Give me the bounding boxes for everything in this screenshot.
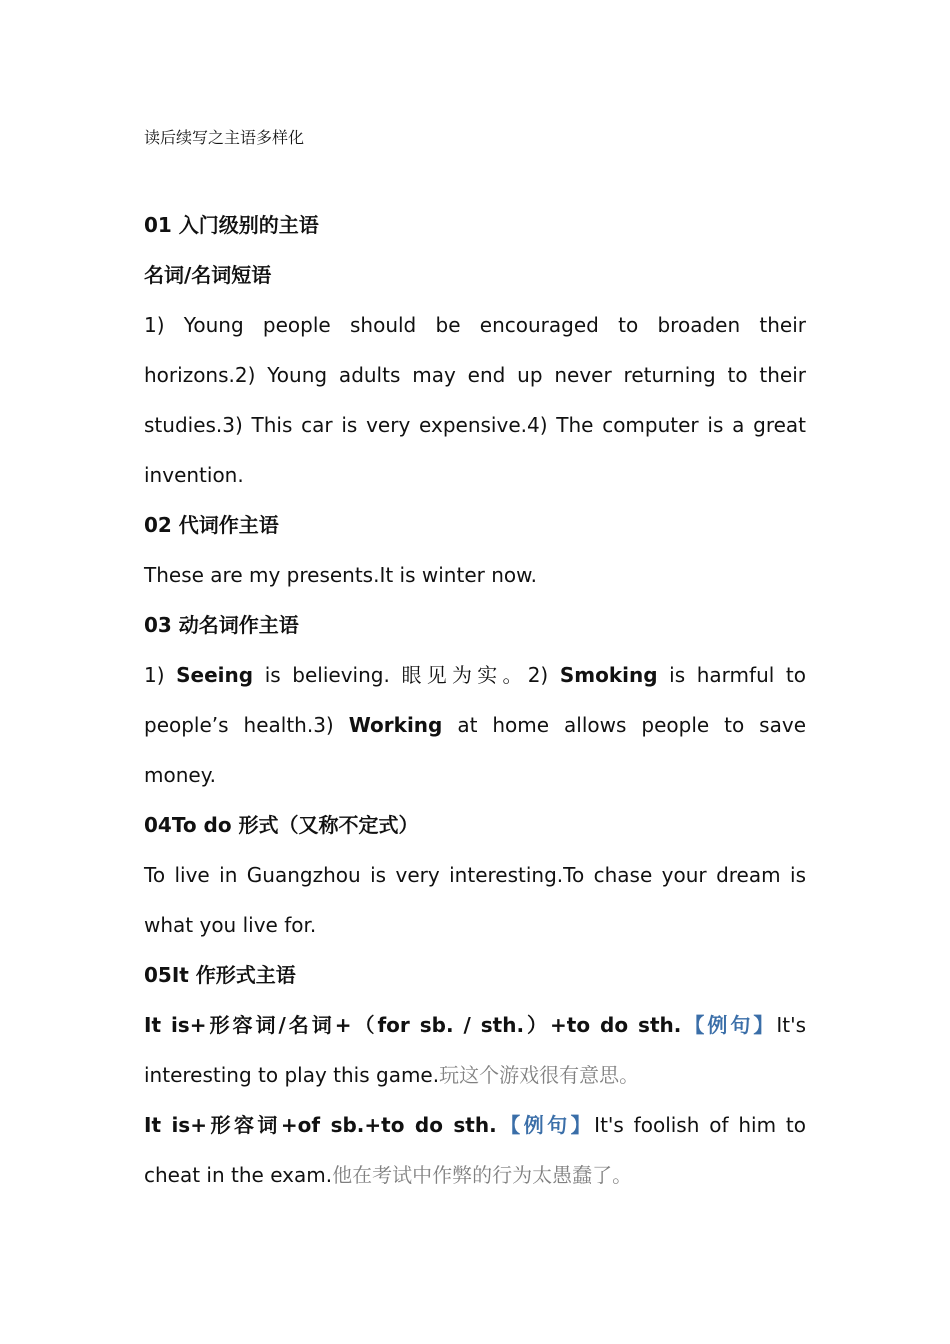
gerund-bold-smoking: Smoking — [559, 663, 658, 687]
pattern-1: It is+形容词/名词+（for sb. / sth.）+to do sth. — [144, 1013, 682, 1037]
translation-2: 他在考试中作弊的行为太愚蠢了。 — [332, 1163, 633, 1187]
pattern-2: It is+形容词+of sb.+to do sth. — [144, 1113, 497, 1137]
example-tag-2: 【例句】 — [496, 1113, 595, 1137]
translation-1: 玩这个游戏很有意思。 — [439, 1063, 640, 1087]
section-heading-01: 01 入门级别的主语 — [144, 213, 319, 237]
subheading-noun-phrase: 名词/名词短语 — [144, 263, 272, 287]
gerund-text-2: is believing. 眼见为实。2) — [253, 663, 560, 687]
paragraph-pronoun-examples: These are my presents.It is winter now. — [144, 563, 537, 587]
section-heading-03: 03 动名词作主语 — [144, 613, 299, 637]
gerund-text-1: 1) — [144, 663, 177, 687]
gerund-bold-working: Working — [348, 713, 443, 737]
document-title: 读后续写之主语多样化 — [144, 128, 305, 147]
gerund-text-4: at home allows people to save money. — [144, 713, 806, 787]
example-sentence-2: It's foolish of him to cheat in the exam. — [144, 1113, 807, 1187]
paragraph-noun-examples: 1) Young people should be encouraged to broaden their horizons.2) Young adults may end up never returning to their studies.3) This car is very expensive.4) The computer is a great invention. — [144, 313, 806, 487]
gerund-text-3: is harmful to people’s health.3) — [144, 663, 806, 737]
gerund-bold-seeing: Seeing — [176, 663, 254, 687]
section-heading-05: 05It 作形式主语 — [144, 963, 296, 987]
paragraph-gerund-examples — [144, 650, 806, 800]
paragraph-it-pattern-2 — [144, 1100, 806, 1200]
section-heading-04: 04To do 形式（又称不定式） — [144, 813, 419, 837]
example-tag-1: 【例句】 — [681, 1013, 777, 1037]
document-body — [144, 200, 806, 1200]
paragraph-infinitive-examples: To live in Guangzhou is very interesting.To chase your dream is what you live for. — [144, 863, 806, 937]
example-sentence-1: It's interesting to play this game. — [144, 1013, 806, 1087]
paragraph-it-pattern-1 — [144, 1000, 806, 1100]
section-heading-02: 02 代词作主语 — [144, 513, 279, 537]
